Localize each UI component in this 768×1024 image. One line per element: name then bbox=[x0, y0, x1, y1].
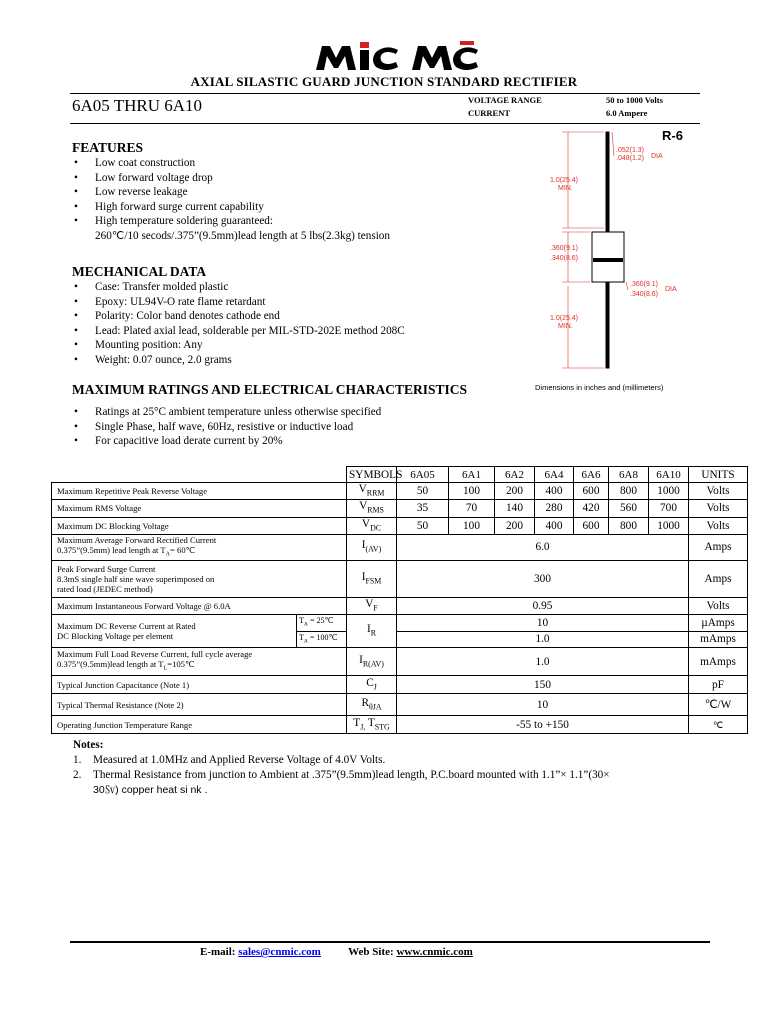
table-row bbox=[52, 648, 748, 676]
row-symbol: $I_R$ bbox=[347, 615, 397, 648]
table-cell: 50 bbox=[397, 517, 449, 534]
voltage-range-label: VOLTAGE RANGE bbox=[468, 95, 542, 105]
footer bbox=[200, 946, 473, 958]
ratings-heading: MAXIMUM RATINGS AND ELECTRICAL CHARACTERISTICS bbox=[72, 382, 468, 397]
table-cell: 400 bbox=[535, 517, 574, 534]
table-cell: 70 bbox=[449, 500, 495, 517]
row-label: Maximum Instantaneous Forward Voltage @ 6.0A bbox=[52, 597, 347, 614]
row-unit: ℃ bbox=[689, 716, 748, 734]
lead-length-min-bottom: MIN. bbox=[558, 323, 573, 330]
row-label: Maximum DC Blocking Voltage bbox=[52, 517, 347, 534]
note-2: 2. Thermal Resistance from junction to Ambient at .375”(9.5mm)lead length, P.C.board mounted with 1.1”× 1.1”(30× bbox=[73, 769, 610, 781]
row-unit: mAmps bbox=[689, 631, 748, 648]
table-cell: 300 bbox=[397, 560, 689, 597]
row-symbol: $I_{FSM}$ bbox=[347, 560, 397, 597]
subheader-rule bbox=[70, 123, 700, 124]
row-symbol: $V_{RMS}$ bbox=[347, 500, 397, 517]
mechanical-item: • Mounting position: Any bbox=[72, 338, 405, 353]
table-row bbox=[52, 597, 748, 614]
part-header: 6A10 bbox=[649, 467, 689, 483]
row-label: Operating Junction Temperature Range bbox=[52, 716, 347, 734]
ratings-item: • For capacitive load derate current by 20% bbox=[72, 434, 467, 449]
document-title: AXIAL SILASTIC GUARD JUNCTION STANDARD RECTIFIER bbox=[190, 74, 578, 89]
body-dia-unit: DIA bbox=[665, 286, 677, 293]
part-header: 6A4 bbox=[535, 467, 574, 483]
table-row bbox=[52, 615, 748, 632]
lead-length-min-top: MIN. bbox=[558, 185, 573, 192]
feature-item: • High temperature soldering guaranteed: bbox=[72, 214, 390, 229]
part-header: 6A6 bbox=[574, 467, 609, 483]
body-dia-1: .360(9.1) bbox=[630, 281, 659, 288]
table-cell: 100 bbox=[449, 517, 495, 534]
table-cell: 6.0 bbox=[397, 534, 689, 560]
table-cell: 800 bbox=[609, 517, 649, 534]
table-cell: 400 bbox=[535, 483, 574, 500]
current-label: CURRENT bbox=[468, 108, 511, 118]
table-cell: -55 to +150 bbox=[397, 716, 689, 734]
note-2-continued: 30㏜) copper heat si nk . bbox=[93, 784, 208, 796]
feature-item: • Low forward voltage drop bbox=[72, 171, 390, 186]
row-unit: Amps bbox=[689, 560, 748, 597]
row-label: Peak Forward Surge Current 8.3mS single half sine wave superimposed on rated load (JEDEC method) bbox=[52, 560, 347, 597]
row-symbol: $C_J$ bbox=[347, 676, 397, 694]
row-label: Maximum RMS Voltage bbox=[52, 500, 347, 517]
row-symbol: $I_{(AV)}$ bbox=[347, 534, 397, 560]
company-logo bbox=[316, 40, 480, 70]
current-value: 6.0 Ampere bbox=[606, 108, 648, 118]
temp-condition: $T_A$ = 25℃ bbox=[297, 615, 347, 632]
row-symbol: $V_F$ bbox=[347, 597, 397, 614]
table-row bbox=[52, 483, 748, 500]
table-cell: 800 bbox=[609, 483, 649, 500]
row-label: Typical Junction Capacitance (Note 1) bbox=[52, 676, 347, 694]
table-cell: 1.0 bbox=[397, 648, 689, 676]
table-cell: 280 bbox=[535, 500, 574, 517]
table-row bbox=[52, 676, 748, 694]
table-row bbox=[52, 694, 748, 716]
table-cell: 50 bbox=[397, 483, 449, 500]
mechanical-item: • Lead: Plated axial lead, solderable per MIL-STD-202E method 208C bbox=[72, 324, 405, 339]
row-unit: pF bbox=[689, 676, 748, 694]
table-cell: 1000 bbox=[649, 483, 689, 500]
row-unit: Volts bbox=[689, 517, 748, 534]
lead-dia-unit: DIA bbox=[651, 153, 663, 160]
dimensions-caption: Dimensions in inches and (millimeters) bbox=[535, 383, 664, 392]
table-cell: 140 bbox=[495, 500, 535, 517]
body-length-2: .340(8.6) bbox=[550, 255, 579, 262]
table-row bbox=[52, 560, 748, 597]
voltage-range-value: 50 to 1000 Volts bbox=[606, 95, 663, 105]
email-link[interactable]: sales@cnmic.com bbox=[238, 946, 321, 958]
table-cell: 420 bbox=[574, 500, 609, 517]
row-symbol: $V_{RRM}$ bbox=[347, 483, 397, 500]
row-unit: ℃/W bbox=[689, 694, 748, 716]
part-header: 6A8 bbox=[609, 467, 649, 483]
mechanical-item: • Weight: 0.07 ounce, 2.0 grams bbox=[72, 353, 405, 368]
features-section bbox=[72, 140, 390, 242]
row-symbol: $I_{R(AV)}$ bbox=[347, 648, 397, 676]
row-label: Maximum Full Load Reverse Current, full cycle average 0.375”(9.5mm)lead length at $T_L=105℃$ bbox=[52, 648, 347, 676]
units-header: UNITS bbox=[689, 467, 748, 483]
part-header: 6A1 bbox=[449, 467, 495, 483]
spec-labels bbox=[468, 94, 542, 120]
table-cell: 0.95 bbox=[397, 597, 689, 614]
table-header-row bbox=[52, 467, 748, 483]
lead-dia-2: .048(1.2) bbox=[616, 155, 645, 162]
symbols-header: SYMBOLS bbox=[347, 467, 397, 483]
table-cell: 35 bbox=[397, 500, 449, 517]
website-link[interactable]: www.cnmic.com bbox=[396, 946, 473, 958]
mechanical-section bbox=[72, 264, 405, 368]
row-symbol: $T_{J,}$ $T_{STG}$ bbox=[347, 716, 397, 734]
ratings-item: • Ratings at 25°C ambient temperature unless otherwise specified bbox=[72, 405, 467, 420]
ratings-table bbox=[51, 466, 748, 734]
row-label: Maximum Average Forward Rectified Current 0.375”(9.5mm) lead length at $T_A=$ 60℃ bbox=[52, 534, 347, 560]
table-cell: 560 bbox=[609, 500, 649, 517]
spec-values bbox=[606, 94, 663, 120]
table-row bbox=[52, 716, 748, 734]
table-cell: 1000 bbox=[649, 517, 689, 534]
row-label: Maximum Repetitive Peak Reverse Voltage bbox=[52, 483, 347, 500]
body-length-1: .360(9.1) bbox=[550, 245, 579, 252]
feature-continuation: 260℃/10 secods/.375”(9.5mm)lead length at 5 lbs(2.3kg) tension bbox=[95, 229, 390, 242]
ratings-item: • Single Phase, half wave, 60Hz, resistive or inductive load bbox=[72, 420, 467, 435]
ratings-section bbox=[72, 382, 467, 449]
features-list bbox=[72, 156, 390, 229]
table-row bbox=[52, 534, 748, 560]
ratings-list bbox=[72, 405, 467, 449]
row-unit: Amps bbox=[689, 534, 748, 560]
footer-rule bbox=[70, 941, 710, 943]
lead-length-bottom: 1.0(25.4) bbox=[550, 315, 579, 322]
package-label: R-6 bbox=[662, 128, 683, 143]
row-unit: Volts bbox=[689, 500, 748, 517]
lead-length-top: 1.0(25.4) bbox=[550, 177, 579, 184]
table-cell: 200 bbox=[495, 517, 535, 534]
notes-section bbox=[73, 738, 610, 798]
table-cell: 700 bbox=[649, 500, 689, 517]
row-symbol: $R_{\theta JA}$ bbox=[347, 694, 397, 716]
feature-item: • Low coat construction bbox=[72, 156, 390, 171]
row-label: Typical Thermal Resistance (Note 2) bbox=[52, 694, 347, 716]
table-cell: 200 bbox=[495, 483, 535, 500]
note-1: 1. Measured at 1.0MHz and Applied Reverse Voltage of 4.0V Volts. bbox=[73, 754, 386, 766]
part-header: 6A2 bbox=[495, 467, 535, 483]
website-label: Web Site: bbox=[348, 946, 394, 958]
row-symbol: $V_{DC}$ bbox=[347, 517, 397, 534]
features-heading: FEATURES bbox=[72, 140, 144, 155]
row-label: Maximum DC Reverse Current at Rated DC Blocking Voltage per element bbox=[52, 615, 297, 648]
table-cell: 10 bbox=[397, 615, 689, 632]
lead-dia-1: .052(1.3) bbox=[616, 147, 645, 154]
mechanical-list bbox=[72, 280, 405, 368]
table-row bbox=[52, 517, 748, 534]
mechanical-heading: MECHANICAL DATA bbox=[72, 264, 207, 279]
table-cell: 150 bbox=[397, 676, 689, 694]
row-unit: mAmps bbox=[689, 648, 748, 676]
mechanical-item: • Epoxy: UL94V-O rate flame retardant bbox=[72, 295, 405, 310]
row-unit: Volts bbox=[689, 483, 748, 500]
part-range: 6A05 THRU 6A10 bbox=[72, 96, 203, 115]
notes-heading: Notes: bbox=[73, 739, 104, 751]
mechanical-item: • Polarity: Color band denotes cathode end bbox=[72, 309, 405, 324]
feature-item: • Low reverse leakage bbox=[72, 185, 390, 200]
feature-item: • High forward surge current capability bbox=[72, 200, 390, 215]
table-cell: 600 bbox=[574, 517, 609, 534]
table-row bbox=[52, 500, 748, 517]
table-cell: 100 bbox=[449, 483, 495, 500]
table-cell: 10 bbox=[397, 694, 689, 716]
table-cell: 600 bbox=[574, 483, 609, 500]
package-outline-diagram bbox=[540, 128, 720, 378]
temp-condition: $T_A$ = 100℃ bbox=[297, 631, 347, 648]
body-dia-2: .340(8.6) bbox=[630, 291, 659, 298]
mechanical-item: • Case: Transfer molded plastic bbox=[72, 280, 405, 295]
row-unit: µAmps bbox=[689, 615, 748, 632]
part-header: 6A05 bbox=[397, 467, 449, 483]
email-label: E-mail: bbox=[200, 946, 236, 958]
row-unit: Volts bbox=[689, 597, 748, 614]
table-cell: 1.0 bbox=[397, 631, 689, 648]
